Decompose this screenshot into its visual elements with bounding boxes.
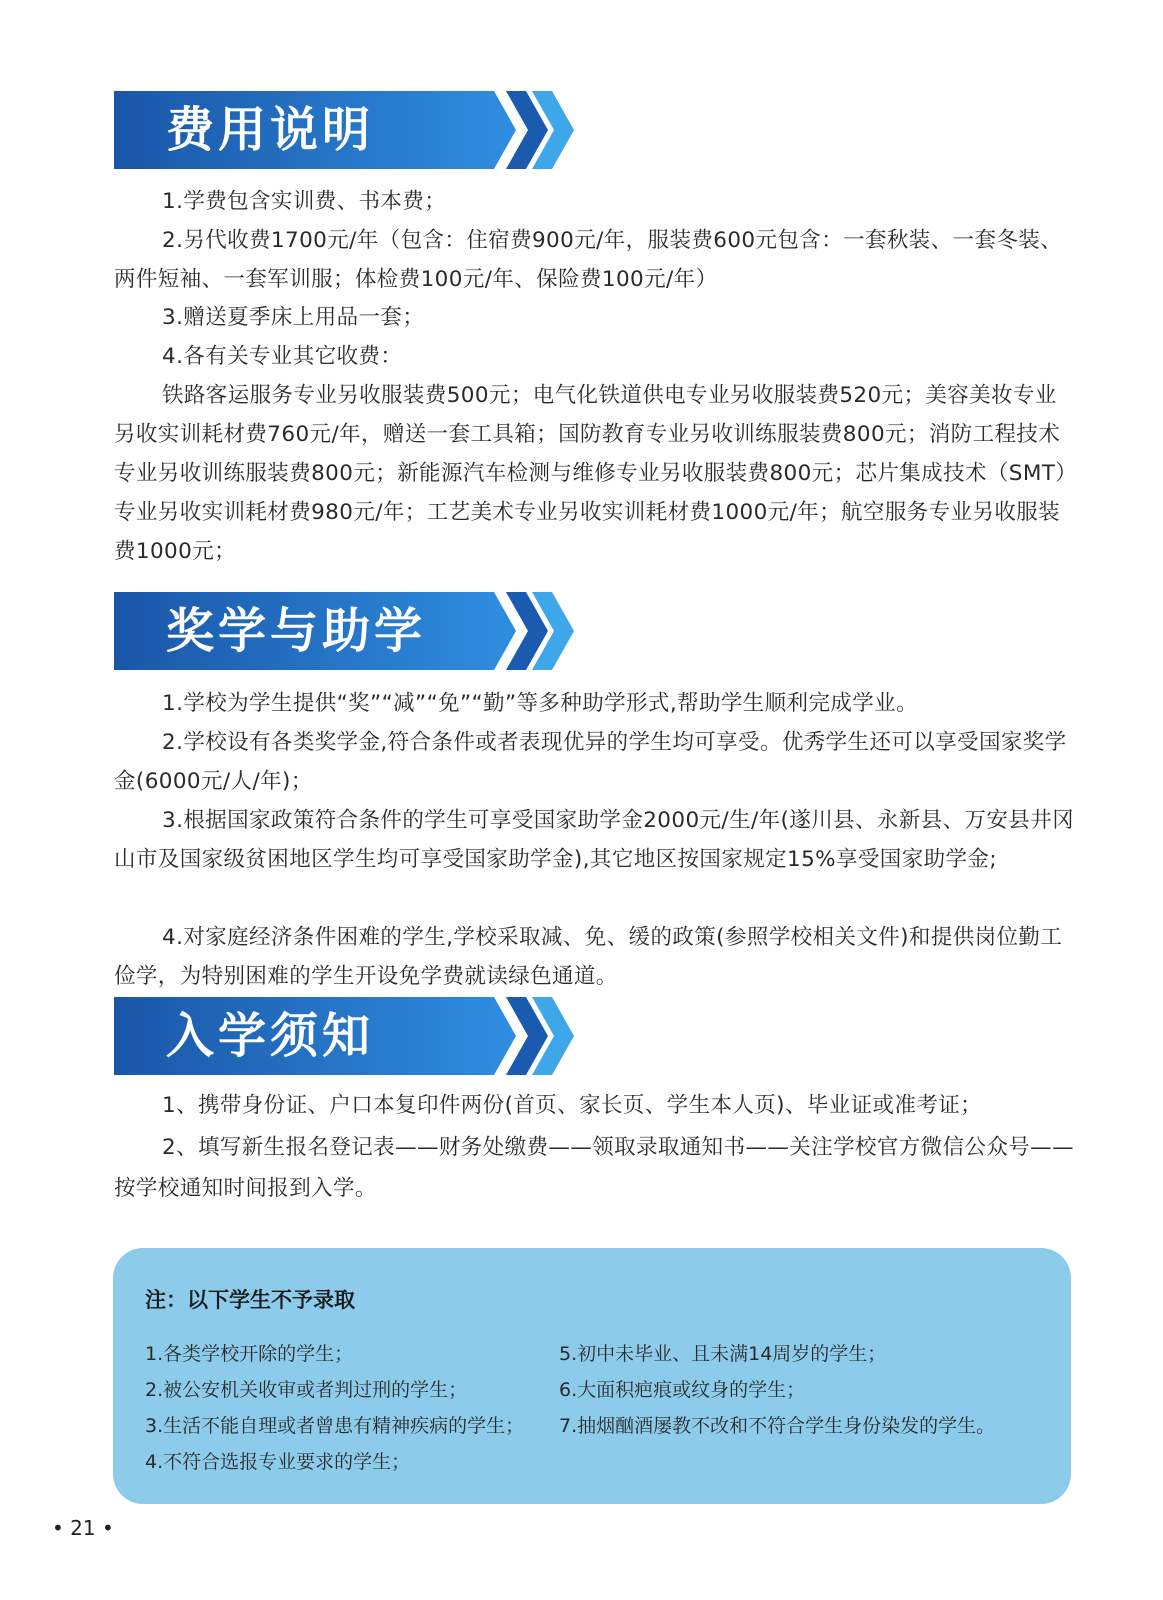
paragraph: 2.另代收费1700元/年（包含：住宿费900元/年，服装费600元包含：一套秋装、一套冬装、两件短袖、一套军训服；体检费100元/年、保险费100元/年） xyxy=(114,228,1063,292)
note-item: 1.各类学校开除的学生； xyxy=(145,1343,354,1365)
note-list-right xyxy=(559,1336,995,1444)
section-title: 入学须知 xyxy=(166,1008,375,1064)
note-item: 2.被公安机关收审或者判过刑的学生； xyxy=(145,1379,468,1401)
paragraph: 3.根据国家政策符合条件的学生可享受国家助学金2000元/生/年(遂川县、永新县、万安县井冈山市及国家级贫困地区学生均可享受国家助学金),其它地区按国家规定15%享受国家助学金; xyxy=(114,808,1075,872)
paragraph: 铁路客运服务专业另收服装费500元；电气化铁道供电专业另收服装费520元；美容美妆专业另收实训耗材费760元/年，赠送一套工具箱；国防教育专业另收训练服装费800元；消防工程技术专业另收训练服装费800元；新能源汽车检测与维修专业另收服装费800元；芯片集成技术（SMT）专业另收实训耗材费980元/年；工艺美术专业另收实训耗材费1000元/年；航空服务专业另收服装费1000元； xyxy=(114,383,1067,564)
note-item: 4.不符合选报专业要求的学生； xyxy=(145,1451,411,1473)
paragraph: 1.学费包含实训费、书本费； xyxy=(162,189,447,214)
paragraph: 3.赠送夏季床上用品一套； xyxy=(162,305,425,330)
note-list-left xyxy=(145,1336,524,1480)
paragraph: 4.对家庭经济条件困难的学生,学校采取减、免、缓的政策(参照学校相关文件)和提供岗位勤工俭学，为特别困难的学生开设免学费就读绿色通道。 xyxy=(114,925,1063,989)
note-item: 6.大面积疤痕或纹身的学生； xyxy=(559,1379,806,1401)
section-header-fees xyxy=(114,91,574,169)
admission-exclusion-note xyxy=(113,1248,1071,1504)
note-item: 7.抽烟酗酒屡教不改和不符合学生身份染发的学生。 xyxy=(559,1415,996,1437)
note-title: 注：以下学生不予录取 xyxy=(145,1288,355,1312)
page-number: • 21 • xyxy=(52,1516,114,1540)
section-header-scholarship xyxy=(114,592,574,670)
note-item: 5.初中未毕业、且未满14周岁的学生； xyxy=(559,1343,887,1365)
section-title: 奖学与助学 xyxy=(166,603,427,659)
paragraph: 1、携带身份证、户口本复印件两份(首页、家长页、学生本人页)、毕业证或准考证； xyxy=(162,1093,983,1118)
paragraph: 2.学校设有各类奖学金,符合条件或者表现优异的学生均可享受。优秀学生还可以享受国家奖学金(6000元/人/年)； xyxy=(114,730,1067,794)
paragraph: 2、填写新生报名登记表——财务处缴费——领取录取通知书——关注学校官方微信公众号——按学校通知时间报到入学。 xyxy=(114,1135,1074,1201)
section-title: 费用说明 xyxy=(166,102,375,158)
paragraph: 1.学校为学生提供“奖”“减”“免”“勤”等多种助学形式,帮助学生顺利完成学业。 xyxy=(162,691,918,716)
paragraph: 4.各有关专业其它收费： xyxy=(162,344,403,369)
note-item: 3.生活不能自理或者曾患有精神疾病的学生； xyxy=(145,1415,525,1437)
section-header-enrollment xyxy=(114,997,574,1075)
